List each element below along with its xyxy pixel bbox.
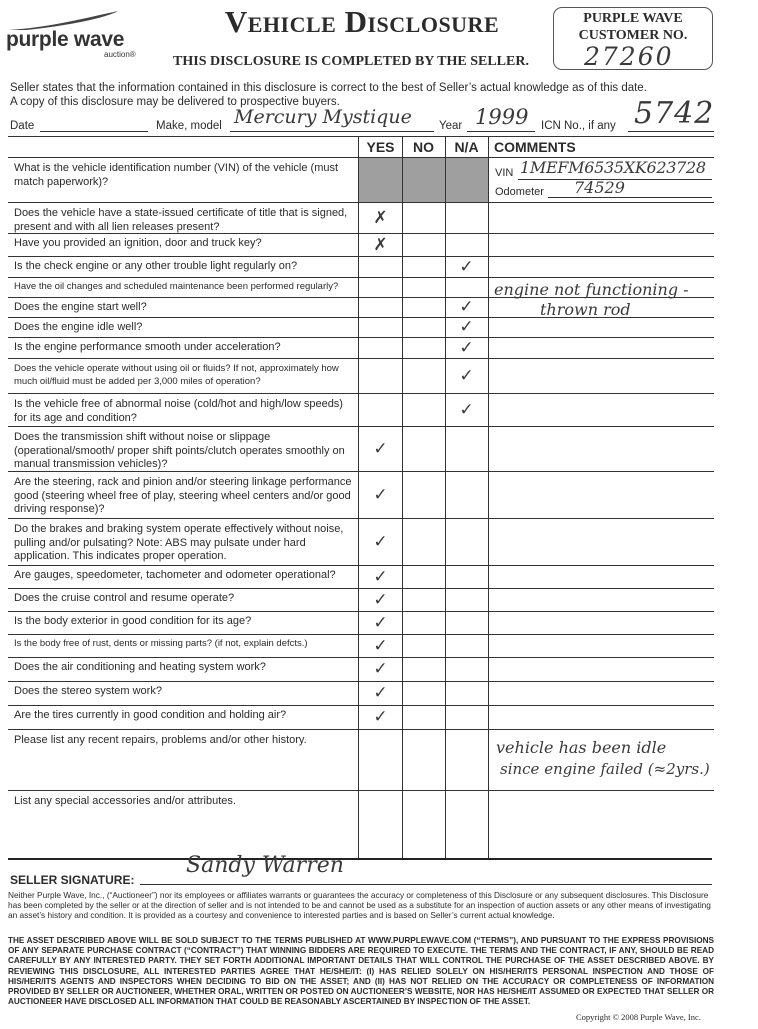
year-value: 1999	[475, 105, 529, 129]
question-text: Have the oil changes and scheduled maintenance been performed regularly?	[14, 281, 339, 292]
page-title: Vehicle Disclosure	[224, 4, 500, 39]
check-mark-icon[interactable]: ✓	[373, 659, 388, 679]
check-mark-icon[interactable]: ✓	[459, 365, 474, 386]
make-label: Make, model	[156, 120, 222, 132]
question-text: Is the body free of rust, dents or missing parts? (if not, explain defcts.)	[14, 638, 308, 649]
question-text: Are gauges, speedometer, tachometer and odometer operational?	[14, 569, 336, 581]
signature-value: Sandy Warren	[186, 853, 344, 878]
terms-text: THE ASSET DESCRIBED ABOVE WILL BE SOLD SUBJECT TO THE TERMS PUBLISHED AT WWW.PURPLEWAVE.COM (“TERMS”), AND PURSUANT TO THE EXPRESS PROVISIONS OF ANY SEPARATE PURCHASE CONTRACT (“CONTRACT”) THAT WINNING BIDDERS ARE REQUIRED TO EXECUTE. THE TERMS AND THE CONTRACT, IF ANY, SHOULD BE READ CAREFULLY BY ANY INTERESTED PARTY. THEY SET FORTH ADDITIONAL IMPORTANT DETAILS THAT WILL CONTROL THE PURCHASE OF THE ASSET DESCRIBED ABOVE. BY REVIEWING THIS DISCLOSURE, ALL INTERESTED PARTIES AGREE THAT HE/SHE/IT: (I) HAS RELIED SOLELY ON HIS/HER/ITS PERSONAL INSPECTION AND THOSE OF HIS/HER/ITS AGENTS AND INSPECTORS WHEN DECIDING TO BID ON THE ASSET; AND (II) HAS NOT RELIED ON THE ACCURACY OR COMPLETENESS OF INFORMATION PROVIDED BY SELLER OR AUCTIONEER, WHETHER ORAL, WRITTEN OR POSTED ON AUCTIONEER’S WEBSITE, NOR HAS HE/SHE/IT ASSUMED OR EXPECTED THAT SELLER OR AUCTIONEER HAVE DISCLOSED ALL INFORMATION THAT COULD BE REASONABLY ASCERTAINED BY INSPECTION OF THE ASSET.	[8, 936, 714, 1007]
check-mark-icon[interactable]: ✓	[373, 612, 388, 633]
row-divider	[8, 729, 714, 730]
column-header-comments: COMMENTS	[494, 139, 576, 155]
logo-sub: auction®	[104, 50, 136, 59]
disclaimer-text: Neither Purple Wave, Inc., (“Auctioneer”) nor its employees or affiliates warrants or guarantees the accuracy or completeness of this Disclosure or any subsequent disclosures. This Disclosure has been completed by the seller or at the direction of seller and is not intended to be and cannot be used as a substitute for an inspection of auction assets or any other means of investigating an asset’s history and condition. It is provided as a courtesy and convenience to interested parties and is based on Seller’s current actual knowledge.	[8, 890, 711, 920]
vin-value: 1MEFM6535XK623728	[520, 158, 706, 177]
check-mark-icon[interactable]: ✓	[459, 297, 474, 317]
check-mark-icon[interactable]: ✓	[459, 337, 474, 358]
column-divider	[358, 136, 359, 859]
check-mark-icon[interactable]: ✓	[459, 317, 474, 337]
odometer-value: 74529	[574, 178, 625, 197]
intro-line: Seller states that the information contained in this disclosure is correct to the best of Seller’s actual knowledge as of this date.	[10, 82, 647, 94]
question-text: Are the tires currently in good condition and holding air?	[14, 709, 287, 721]
question-text: Have you provided an ignition, door and truck key?	[14, 237, 262, 249]
year-label: Year	[439, 120, 463, 132]
x-mark-icon[interactable]: ✗	[373, 207, 388, 228]
make-value: Mercury Mystique	[234, 106, 412, 128]
check-mark-icon[interactable]: ✓	[373, 589, 388, 610]
check-mark-icon[interactable]: ✓	[373, 683, 388, 703]
question-text: Does the vehicle have a state-issued certificate of title that is signed, present and with all lien releases present?	[14, 207, 348, 233]
question-text: Does the engine idle well?	[14, 321, 143, 333]
check-mark-icon[interactable]: ✓	[459, 256, 474, 277]
icn-value: 5742	[634, 96, 715, 131]
header-rule	[8, 136, 714, 137]
odometer-field[interactable]	[548, 180, 712, 198]
column-divider	[402, 136, 403, 859]
row-divider	[8, 358, 714, 359]
comment-engine: engine not functioning -	[494, 280, 689, 299]
question-text: What is the vehicle identification number (VIN) of the vehicle (must match paperwork)?	[14, 162, 339, 188]
page-subtitle: THIS DISCLOSURE IS COMPLETED BY THE SELLER.	[173, 54, 529, 69]
question-text: Does the transmission shift without noise or slippage (operational/smooth/ proper shift points/clutch operates smoothly on manual transmission vehicles)?	[14, 431, 345, 470]
signature-field[interactable]	[140, 853, 712, 885]
row-divider	[8, 337, 714, 338]
row-divider	[8, 426, 714, 427]
copyright: Copyright © 2008 Purple Wave, Inc.	[576, 1012, 701, 1022]
check-mark-icon[interactable]: ✓	[373, 484, 388, 505]
row-divider	[8, 233, 714, 234]
column-header-no: NO	[413, 139, 434, 155]
x-mark-icon[interactable]: ✗	[373, 234, 388, 255]
row-divider	[8, 518, 714, 519]
question-text: Is the vehicle free of abnormal noise (cold/hot and high/low speeds) for its age and condition?	[14, 398, 343, 424]
row-divider	[8, 393, 714, 394]
question-text: Is the body exterior in good condition for its age?	[14, 615, 252, 627]
customer-label: CUSTOMER NO.	[578, 28, 688, 43]
row-divider	[8, 202, 714, 203]
comment-history: since engine failed (≈2yrs.)	[500, 760, 710, 778]
question-text: Does the stereo system work?	[14, 685, 162, 697]
customer-label: PURPLE WAVE	[583, 11, 683, 26]
question-text: Is the check engine or any other trouble light regularly on?	[14, 260, 298, 272]
check-mark-icon[interactable]: ✓	[373, 635, 388, 656]
row-divider	[8, 681, 714, 682]
row-divider	[8, 256, 714, 257]
question-text: Are the steering, rack and pinion and/or steering linkage performance good (steering wheel free of play, steering wheel centers and/or good driving response)?	[14, 476, 352, 515]
vin-row-shade	[359, 157, 489, 202]
column-header-na: N/A	[454, 139, 479, 155]
odometer-label: Odometer	[495, 186, 544, 198]
column-header-yes: YES	[366, 139, 395, 155]
icn-label: ICN No., if any	[541, 120, 616, 132]
customer-number: 27260	[584, 42, 674, 71]
question-text: Is the engine performance smooth under acceleration?	[14, 341, 281, 353]
question-text: Please list any recent repairs, problems and/or other history.	[14, 734, 307, 746]
row-divider	[8, 705, 714, 706]
date-label: Date	[10, 120, 35, 132]
comment-engine: thrown rod	[540, 300, 631, 319]
check-mark-icon[interactable]: ✓	[373, 531, 388, 552]
row-divider	[8, 277, 714, 278]
row-divider	[8, 634, 714, 635]
comment-history: vehicle has been idle	[496, 738, 667, 757]
check-mark-icon[interactable]: ✓	[373, 566, 388, 587]
question-text: Does the vehicle operate without using oil or fluids? If not, approximately how much oil/fluid must be added per 3,000 miles of operation?	[14, 363, 339, 387]
question-text: Do the brakes and braking system operate effectively without noise, pulling and/or pulsating? Note: ABS may pulsate under hard application. This indicates proper operation.	[14, 523, 344, 562]
row-divider	[8, 471, 714, 472]
column-divider	[488, 136, 489, 859]
row-divider	[8, 790, 714, 791]
check-mark-icon[interactable]: ✓	[459, 399, 474, 420]
column-divider	[445, 136, 446, 859]
intro-line: A copy of this disclosure may be delivered to prospective buyers.	[10, 96, 340, 108]
check-mark-icon[interactable]: ✓	[373, 707, 388, 727]
check-mark-icon[interactable]: ✓	[373, 438, 388, 459]
vin-label: VIN	[495, 167, 514, 179]
question-text: Does the engine start well?	[14, 301, 147, 313]
question-text: Does the air conditioning and heating system work?	[14, 661, 266, 673]
row-divider	[8, 611, 714, 612]
question-text: List any special accessories and/or attributes.	[14, 795, 236, 807]
question-text: Does the cruise control and resume operate?	[14, 592, 235, 604]
logo-word: purple wave	[6, 28, 125, 51]
vin-field[interactable]	[518, 158, 712, 180]
signature-label: SELLER SIGNATURE:	[10, 873, 135, 887]
row-divider	[8, 565, 714, 566]
row-divider	[8, 657, 714, 658]
row-divider	[8, 588, 714, 589]
